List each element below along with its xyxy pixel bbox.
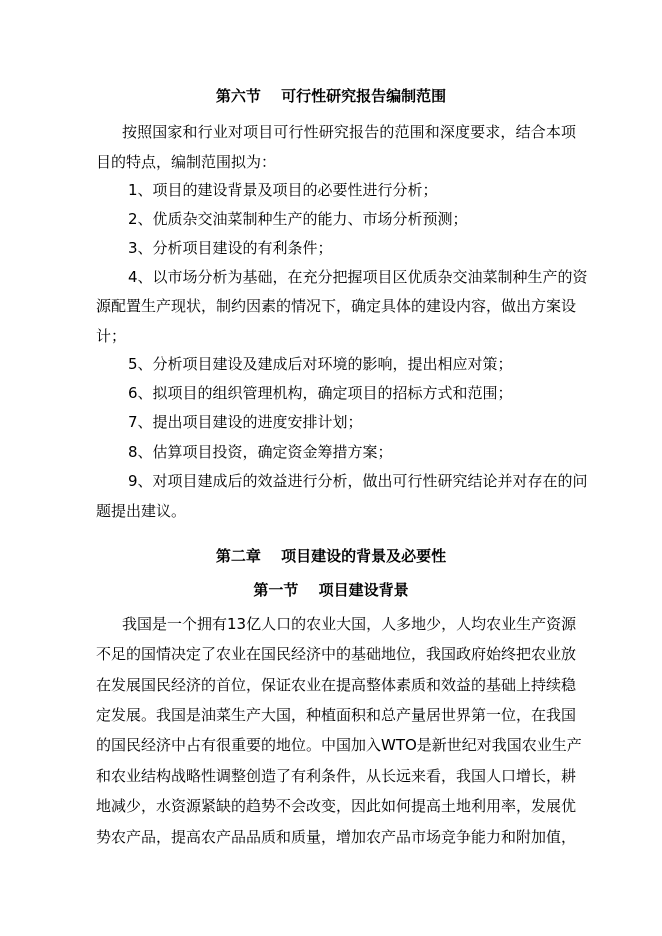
section-heading-6: 第六节 可行性研究报告编制范围	[215, 87, 447, 105]
paragraph-line-1: 我国是一个拥有13亿人口的农业大国，人多地少，人均农业生产资源	[122, 615, 577, 633]
paragraph-line-4: 定发展。我国是油菜生产大国，种植面积和总产量居世界第一位，在我国	[96, 706, 577, 724]
chapter-heading-2: 第二章 项目建设的背景及必要性	[215, 547, 447, 565]
section-heading-1: 第一节 项目建设背景	[253, 581, 409, 599]
list-item-4-line-1: 4、以市场分析为基础，在充分把握项目区优质杂交油菜制种生产的资	[128, 268, 588, 286]
paragraph-line-6: 和农业结构战略性调整创造了有利条件，从长远来看，我国人口增长，耕	[96, 767, 577, 785]
paragraph-line-7: 地减少，水资源紧缺的趋势不会改变，因此如何提高土地利用率，发展优	[96, 797, 577, 815]
paragraph-line-2: 不足的国情决定了农业在国民经济中的基础地位，我国政府始终把农业放	[96, 645, 577, 663]
list-item-5: 5、分析项目建设及建成后对环境的影响，提出相应对策；	[128, 355, 513, 373]
intro-line-1: 按照国家和行业对项目可行性研究报告的范围和深度要求，结合本项	[122, 123, 576, 141]
paragraph-line-8: 势农产品，提高农产品品质和质量，增加农产品市场竞争能力和附加值，	[96, 828, 577, 846]
list-item-4-line-3: 计；	[96, 327, 127, 345]
list-item-6: 6、拟项目的组织管理机构，确定项目的招标方式和范围；	[128, 384, 513, 402]
list-item-9-line-1: 9、对项目建成后的效益进行分析，做出可行性研究结论并对存在的问	[128, 472, 588, 490]
paragraph-line-3: 在发展国民经济的首位，保证农业在提高整体素质和效益的基础上持续稳	[96, 676, 577, 694]
paragraph-line-5: 的国民经济中占有很重要的地位。中国加入WTO是新世纪对我国农业生产	[96, 736, 582, 754]
list-item-3: 3、分析项目建设的有利条件；	[128, 239, 333, 257]
list-item-2: 2、优质杂交油菜制种生产的能力、市场分析预测；	[128, 210, 468, 228]
list-item-4-line-2: 源配置生产现状，制约因素的情况下，确定具体的建设内容，做出方案设	[96, 297, 577, 315]
list-item-7: 7、提出项目建设的进度安排计划；	[128, 413, 363, 431]
intro-line-2: 目的特点，编制范围拟为：	[96, 153, 277, 171]
list-item-1: 1、项目的建设背景及项目的必要性进行分析；	[128, 181, 438, 199]
list-item-8: 8、估算项目投资，确定资金筹措方案；	[128, 443, 393, 461]
list-item-9-line-2: 题提出建议。	[96, 502, 187, 520]
